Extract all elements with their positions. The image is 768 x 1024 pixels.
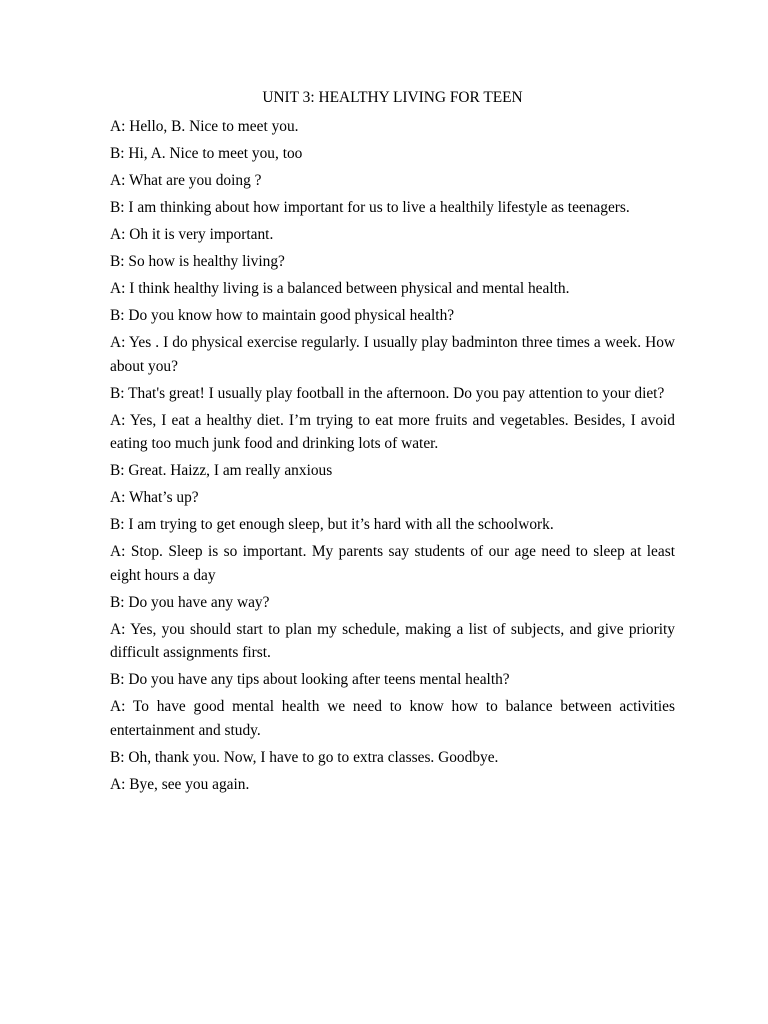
dialogue-line: B: Great. Haizz, I am really anxious	[110, 462, 333, 479]
dialogue-line: B: Do you know how to maintain good physical health?	[110, 307, 455, 324]
dialogue-line: A: Stop. Sleep is so important. My parents say students of our age need to sleep at least eight hours a day	[110, 543, 675, 584]
dialogue-line: A: Yes, I eat a healthy diet. I’m trying to eat more fruits and vegetables. Besides, I avoid eating too much junk food and drinking lots of water.	[110, 411, 675, 452]
dialogue-line: A: I think healthy living is a balanced between physical and mental health.	[110, 280, 570, 297]
document-body	[110, 88, 675, 800]
dialogue-line: A: Yes, you should start to plan my schedule, making a list of subjects, and give priority difficult assignments first.	[110, 620, 675, 661]
dialogue-line: A: What’s up?	[110, 489, 199, 506]
dialogue-line: B: That's great! I usually play football in the afternoon. Do you pay attention to your diet?	[110, 384, 665, 402]
dialogue-line: A: Hello, B. Nice to meet you.	[110, 118, 299, 135]
dialogue-line: B: I am trying to get enough sleep, but it’s hard with all the schoolwork.	[110, 516, 554, 533]
dialogue-line: B: Do you have any tips about looking after teens mental health?	[110, 671, 510, 688]
dialogue-line: B: So how is healthy living?	[110, 253, 285, 270]
dialogue-line: B: Hi, A. Nice to meet you, too	[110, 145, 303, 162]
dialogue-line: A: Bye, see you again.	[110, 775, 250, 793]
document-title: UNIT 3: HEALTHY LIVING FOR TEEN	[262, 89, 523, 106]
dialogue-line: B: Oh, thank you. Now, I have to go to extra classes. Goodbye.	[110, 748, 499, 766]
dialogue-line: A: Yes . I do physical exercise regularly. I usually play badminton three times a week. How about you?	[110, 334, 675, 375]
dialogue-line: B: Do you have any way?	[110, 593, 270, 611]
dialogue-line: B: I am thinking about how important for us to live a healthily lifestyle as teenagers.	[110, 199, 630, 216]
dialogue-line: A: What are you doing ?	[110, 172, 262, 189]
dialogue-line: A: To have good mental health we need to know how to balance between activities entertainment and study.	[110, 698, 675, 739]
dialogue-line: A: Oh it is very important.	[110, 226, 274, 243]
